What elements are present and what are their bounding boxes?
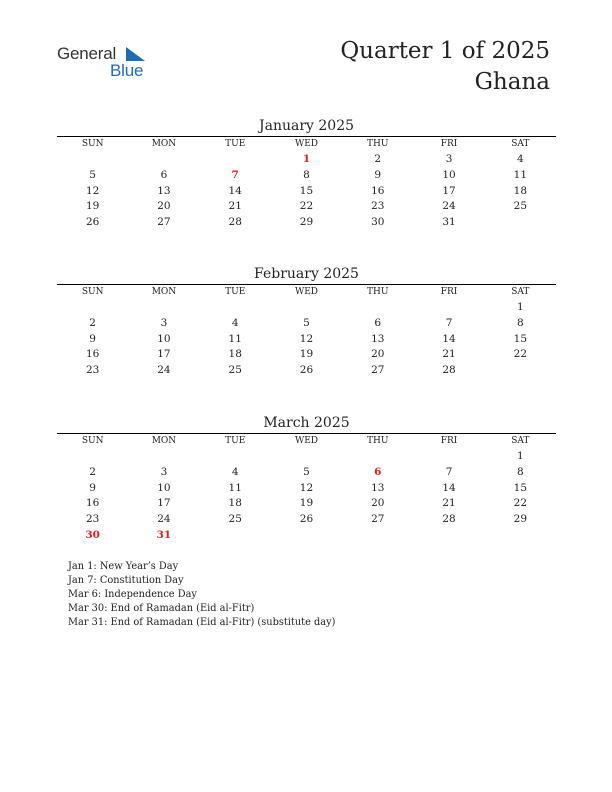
day-cell: 15 [513,332,528,345]
empty-day-cell [413,528,484,544]
empty-day-cell [413,300,484,316]
weekday-header: SUN [81,436,104,446]
calendar-grid [57,137,556,231]
empty-day-cell [485,215,556,231]
weekday-header: SAT [511,139,530,149]
day-cell: 22 [513,497,528,510]
week-row [57,152,556,168]
calendar-grid [57,285,556,379]
holiday-day-cell: 7 [231,168,239,181]
day-cell: 11 [228,481,242,494]
day-cell: 27 [371,364,385,377]
logo [57,44,157,84]
weekday-header: THU [367,436,389,446]
day-cell: 29 [513,513,528,526]
day-cell: 12 [299,481,314,494]
day-cell: 8 [517,465,524,478]
week-row [57,347,556,363]
empty-day-cell [200,449,271,465]
week-row [57,449,556,465]
day-cell: 19 [85,200,100,213]
day-cell: 28 [442,513,456,526]
week-row [57,332,556,348]
day-cell: 11 [513,168,528,181]
weekday-header: SUN [81,139,104,149]
day-cell: 21 [228,200,242,213]
day-cell: 4 [231,316,239,329]
day-cell: 26 [85,216,100,229]
day-cell: 7 [445,465,453,478]
day-cell: 26 [299,364,314,377]
empty-day-cell [128,449,199,465]
holiday-notes [68,560,336,630]
empty-day-cell [128,152,199,168]
day-cell: 26 [299,513,314,526]
day-cell: 17 [157,497,171,510]
day-cell: 10 [157,481,171,494]
empty-day-cell [342,449,413,465]
empty-day-cell [271,528,342,544]
day-cell: 10 [442,168,456,181]
day-cell: 5 [303,465,310,478]
day-cell: 23 [371,200,385,213]
weekday-header: MON [151,287,177,297]
weekday-header: FRI [440,287,458,297]
month-title: March 2025 [263,415,350,431]
weekday-header: WED [294,139,318,149]
week-row [57,168,556,184]
day-cell: 5 [303,316,310,329]
logo-general-text: General [57,44,117,63]
weekday-header: TUE [225,139,246,149]
week-row [57,528,556,544]
day-cell: 27 [371,513,385,526]
day-cell: 2 [374,153,382,165]
day-cell: 9 [374,168,382,181]
empty-day-cell [128,300,199,316]
day-cell: 12 [85,184,100,197]
empty-day-cell [200,152,271,168]
weekday-header-row [57,434,556,449]
empty-day-cell [413,449,484,465]
day-cell: 18 [513,184,528,197]
day-cell: 9 [89,332,96,345]
day-cell: 10 [157,332,171,345]
day-cell: 13 [371,481,385,494]
holiday-note: Mar 30: End of Ramadan (Eid al-Fitr) [68,603,255,614]
week-row [57,465,556,481]
empty-day-cell [57,152,128,168]
day-cell: 2 [89,465,96,478]
week-row [57,481,556,497]
day-cell: 20 [371,497,385,510]
day-cell: 16 [85,497,100,510]
week-row [57,363,556,379]
week-row [57,199,556,215]
holiday-note: Jan 1: New Year’s Day [68,561,179,572]
empty-day-cell [271,300,342,316]
day-cell: 28 [228,216,242,229]
day-cell: 7 [445,316,453,329]
weekday-header: FRI [440,436,458,446]
empty-day-cell [271,449,342,465]
week-row [57,300,556,316]
weekday-header: SAT [511,436,530,446]
calendar-days [57,152,556,231]
day-cell: 3 [445,153,453,165]
day-cell: 4 [517,153,524,165]
empty-day-cell [200,528,271,544]
day-cell: 14 [442,332,456,345]
day-cell: 14 [442,481,456,494]
day-cell: 25 [228,364,242,377]
holiday-day-cell: 31 [156,528,172,541]
calendar-grid [57,434,556,544]
day-cell: 25 [228,513,242,526]
day-cell: 2 [89,316,96,329]
logo-blue-text: Blue [110,61,144,80]
holiday-day-cell: 1 [302,153,311,165]
holiday-day-cell: 30 [85,528,100,541]
day-cell: 24 [157,364,171,377]
day-cell: 28 [442,364,456,377]
day-cell: 22 [513,348,528,361]
day-cell: 9 [89,481,96,494]
month-january [57,116,556,231]
empty-day-cell [200,300,271,316]
weekday-header: WED [294,436,318,446]
day-cell: 20 [157,200,171,213]
weekday-header: WED [294,287,318,297]
page-title: Quarter 1 of 2025 [340,38,550,64]
weekday-header-row [57,285,556,300]
weekday-header: MON [151,139,177,149]
day-cell: 16 [371,184,385,197]
day-cell: 3 [160,465,168,478]
holiday-note: Jan 7: Constitution Day [68,575,184,586]
week-row [57,184,556,200]
day-cell: 4 [231,465,239,478]
holiday-note: Mar 6: Independence Day [68,589,197,600]
day-cell: 22 [299,200,314,213]
day-cell: 31 [442,216,456,229]
weekday-header: TUE [225,436,246,446]
holiday-day-cell: 6 [374,465,382,478]
weekday-header: TUE [225,287,246,297]
calendar-days [57,300,556,379]
week-row [57,215,556,231]
day-cell: 25 [513,200,528,213]
day-cell: 19 [299,348,314,361]
day-cell: 30 [371,216,385,229]
day-cell: 8 [517,316,524,329]
week-row [57,316,556,332]
day-cell: 8 [303,168,310,181]
logo-triangle-icon [124,46,146,62]
weekday-header: FRI [440,139,458,149]
day-cell: 16 [85,348,100,361]
weekday-header: MON [151,436,177,446]
day-cell: 17 [442,184,456,197]
week-row [57,496,556,512]
holiday-note: Mar 31: End of Ramadan (Eid al-Fitr) (substitute day) [68,617,336,628]
empty-day-cell [342,528,413,544]
month-march [57,413,556,544]
empty-day-cell [57,300,128,316]
empty-day-cell [485,363,556,379]
day-cell: 21 [442,348,456,361]
empty-day-cell [342,300,413,316]
day-cell: 11 [228,332,242,345]
day-cell: 5 [89,168,96,181]
day-cell: 12 [299,332,314,345]
country-title: Ghana [474,69,550,95]
day-cell: 6 [160,168,168,181]
day-cell: 27 [157,216,171,229]
calendar-days [57,449,556,544]
day-cell: 6 [374,316,382,329]
day-cell: 1 [517,301,524,313]
day-cell: 18 [228,348,242,361]
day-cell: 15 [513,481,528,494]
weekday-header-row [57,137,556,152]
month-february [57,264,556,379]
week-row [57,512,556,528]
day-cell: 13 [157,184,171,197]
day-cell: 17 [157,348,171,361]
day-cell: 24 [442,200,456,213]
empty-day-cell [485,528,556,544]
weekday-header: THU [367,287,389,297]
month-title: January 2025 [258,118,355,134]
day-cell: 20 [371,348,385,361]
day-cell: 29 [299,216,314,229]
day-cell: 18 [228,497,242,510]
empty-day-cell [57,449,128,465]
day-cell: 3 [160,316,168,329]
day-cell: 23 [85,364,100,377]
day-cell: 1 [517,450,524,462]
day-cell: 14 [228,184,242,197]
weekday-header: SUN [81,287,104,297]
day-cell: 24 [157,513,171,526]
weekday-header: THU [367,139,389,149]
day-cell: 15 [299,184,314,197]
day-cell: 23 [85,513,100,526]
day-cell: 13 [371,332,385,345]
weekday-header: SAT [511,287,530,297]
month-title: February 2025 [254,266,359,282]
day-cell: 21 [442,497,456,510]
day-cell: 19 [299,497,314,510]
